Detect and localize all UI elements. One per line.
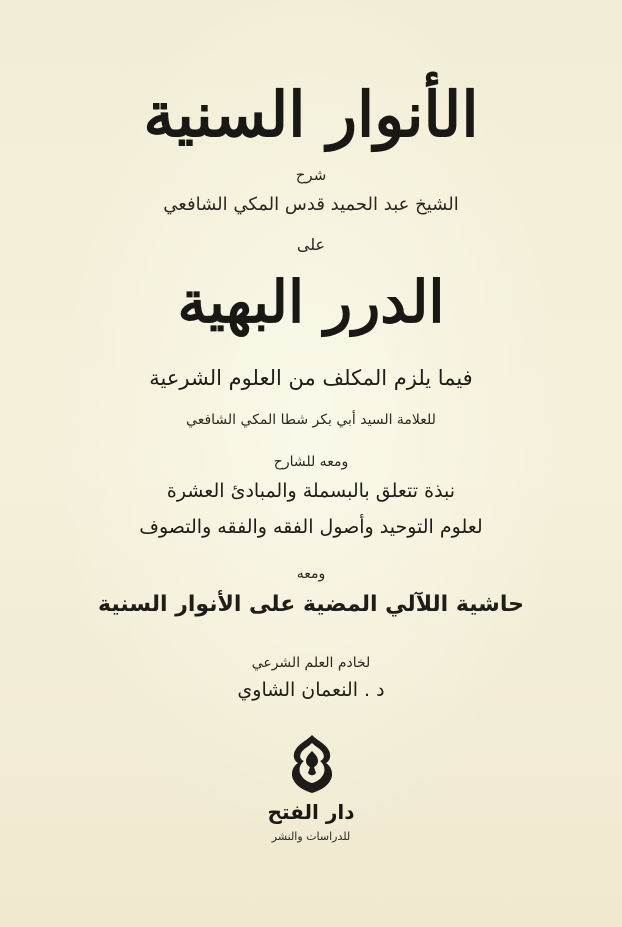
- subtitle-author: للعلامة السيد أبي بكر شطا المكي الشافعي: [186, 412, 436, 428]
- main-title: الأنوار السنية: [143, 78, 479, 151]
- publisher-emblem-icon: [286, 733, 338, 795]
- publisher-subtitle: للدراسات والنشر: [271, 830, 351, 843]
- subtitle: فيما يلزم المكلف من العلوم الشرعية: [149, 366, 473, 390]
- with-label: ومعه: [296, 566, 326, 582]
- publisher-name: دار الفتح: [267, 800, 355, 824]
- editor-name: د . النعمان الشاوي: [237, 679, 385, 701]
- second-title: الدرر البهية: [177, 268, 445, 336]
- nubdha-line-2: لعلوم التوحيد وأصول الفقه والفقه والتصوف: [139, 516, 483, 538]
- hashiya-title: حاشية اللآلي المضية على الأنوار السنية: [98, 592, 524, 617]
- ala-label: على: [296, 235, 326, 254]
- author-line: الشيخ عبد الحميد قدس المكي الشافعي: [163, 194, 459, 215]
- khadim-label: لخادم العلم الشرعي: [251, 655, 371, 671]
- with-sharih-label: ومعه للشارح: [273, 454, 349, 470]
- nubdha-line-1: نبذة تتعلق بالبسملة والمبادئ العشرة: [166, 480, 456, 502]
- sharh-label: شرح: [295, 166, 327, 184]
